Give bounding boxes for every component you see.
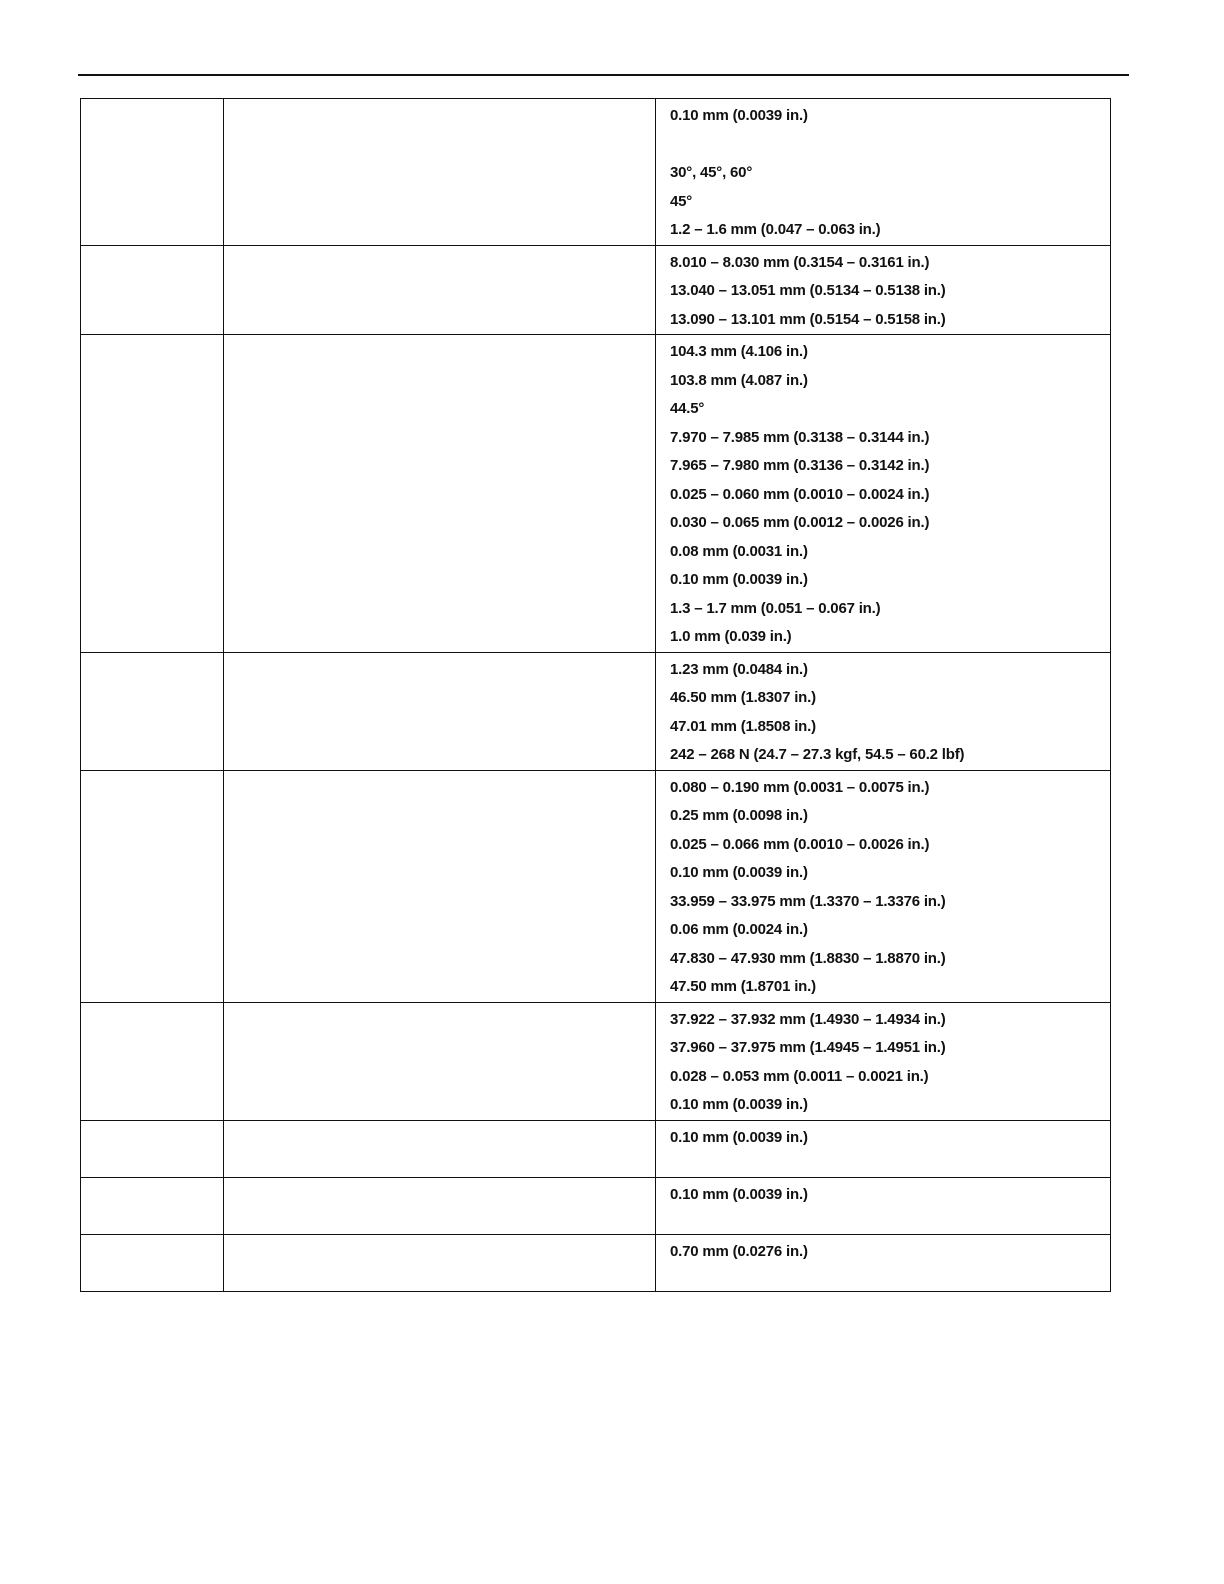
top-rule (78, 74, 1129, 76)
specification-value: 46.50 mm (1.8307 in.) (670, 689, 816, 706)
specification-values (656, 335, 1110, 652)
description-cell (224, 652, 656, 770)
specification-value: 13.040 – 13.051 mm (0.5134 – 0.5138 in.) (670, 282, 946, 299)
specification-values (656, 1121, 1110, 1153)
specification-cell (656, 99, 1111, 246)
specification-value: 1.23 mm (0.0484 in.) (670, 660, 808, 678)
spec-section-row (81, 1120, 1111, 1177)
specification-value: 0.025 – 0.060 mm (0.0010 – 0.0024 in.) (670, 485, 930, 503)
specification-value: 0.06 mm (0.0024 in.) (670, 921, 808, 938)
spec-section-row (81, 770, 1111, 1002)
description-cell (224, 1177, 656, 1234)
specification-value: 8.010 – 8.030 mm (0.3154 – 0.3161 in.) (670, 253, 930, 271)
spec-section-row (81, 1177, 1111, 1234)
specification-value: 7.965 – 7.980 mm (0.3136 – 0.3142 in.) (670, 457, 930, 474)
spec-section-row (81, 1234, 1111, 1291)
specification-values (656, 1178, 1110, 1210)
specification-values (656, 99, 1110, 245)
specification-value: 0.10 mm (0.0039 in.) (670, 1128, 808, 1146)
specification-value: 0.10 mm (0.0039 in.) (670, 107, 808, 124)
spec-section-row (81, 1002, 1111, 1120)
specification-value: 0.08 mm (0.0031 in.) (670, 542, 808, 560)
spec-table (80, 98, 1111, 1292)
spec-section-row (81, 335, 1111, 653)
specification-value: 0.10 mm (0.0039 in.) (670, 1185, 808, 1203)
specification-cell (656, 1234, 1111, 1291)
specification-cell (656, 1002, 1111, 1120)
item-cell (81, 335, 224, 653)
description-cell (224, 245, 656, 335)
specification-value: 30°, 45°, 60° (670, 164, 753, 181)
specification-value: 13.090 – 13.101 mm (0.5154 – 0.5158 in.) (670, 310, 946, 328)
specification-cell (656, 770, 1111, 1002)
specification-value: 37.960 – 37.975 mm (1.4945 – 1.4951 in.) (670, 1039, 946, 1056)
item-cell (81, 1177, 224, 1234)
specification-values (656, 1235, 1110, 1267)
description-cell (224, 335, 656, 653)
specification-cell (656, 335, 1111, 653)
specification-value: 0.080 – 0.190 mm (0.0031 – 0.0075 in.) (670, 778, 930, 796)
specification-cell (656, 1177, 1111, 1234)
description-cell (224, 770, 656, 1002)
spec-section-row (81, 245, 1111, 335)
specification-cell (656, 652, 1111, 770)
specification-value: 0.028 – 0.053 mm (0.0011 – 0.0021 in.) (670, 1067, 929, 1085)
specification-value: 0.25 mm (0.0098 in.) (670, 807, 808, 824)
specification-cell (656, 245, 1111, 335)
item-cell (81, 652, 224, 770)
specification-value: 0.025 – 0.066 mm (0.0010 – 0.0026 in.) (670, 835, 930, 853)
spec-section-row (81, 99, 1111, 246)
item-cell (81, 1234, 224, 1291)
specification-value: 47.830 – 47.930 mm (1.8830 – 1.8870 in.) (670, 949, 946, 967)
specification-value: 1.3 – 1.7 mm (0.051 – 0.067 in.) (670, 599, 881, 617)
spec-table-body (81, 99, 1111, 1292)
specification-value: 0.10 mm (0.0039 in.) (670, 571, 808, 588)
specification-value: 0.10 mm (0.0039 in.) (670, 1096, 808, 1113)
specification-value: 1.0 mm (0.039 in.) (670, 628, 792, 645)
specification-value: 33.959 – 33.975 mm (1.3370 – 1.3376 in.) (670, 892, 946, 910)
specification-value: 1.2 – 1.6 mm (0.047 – 0.063 in.) (670, 221, 881, 238)
specification-value: 45° (670, 192, 693, 210)
specification-cell (656, 1120, 1111, 1177)
description-cell (224, 1234, 656, 1291)
specification-values (656, 246, 1110, 335)
specification-values (656, 1003, 1110, 1120)
specification-value: 104.3 mm (4.106 in.) (670, 343, 808, 360)
item-cell (81, 1002, 224, 1120)
specification-value: 0.10 mm (0.0039 in.) (670, 864, 808, 881)
item-cell (81, 99, 224, 246)
item-cell (81, 770, 224, 1002)
specification-value: 0.70 mm (0.0276 in.) (670, 1242, 808, 1260)
description-cell (224, 1002, 656, 1120)
description-cell (224, 99, 656, 246)
specification-value: 44.5° (670, 400, 705, 417)
specification-value: 47.01 mm (1.8508 in.) (670, 717, 816, 735)
specification-value: 37.922 – 37.932 mm (1.4930 – 1.4934 in.) (670, 1010, 946, 1028)
specification-value: 103.8 mm (4.087 in.) (670, 371, 808, 389)
spec-section-row (81, 652, 1111, 770)
specification-values (656, 771, 1110, 1002)
specification-values (656, 653, 1110, 770)
specification-value: 0.030 – 0.065 mm (0.0012 – 0.0026 in.) (670, 514, 930, 531)
description-cell (224, 1120, 656, 1177)
specification-value: 242 – 268 N (24.7 – 27.3 kgf, 54.5 – 60.2 lbf) (670, 746, 965, 763)
specification-value: 47.50 mm (1.8701 in.) (670, 978, 816, 995)
specification-value: 7.970 – 7.985 mm (0.3138 – 0.3144 in.) (670, 428, 930, 446)
item-cell (81, 245, 224, 335)
specification-value (670, 131, 1110, 160)
item-cell (81, 1120, 224, 1177)
